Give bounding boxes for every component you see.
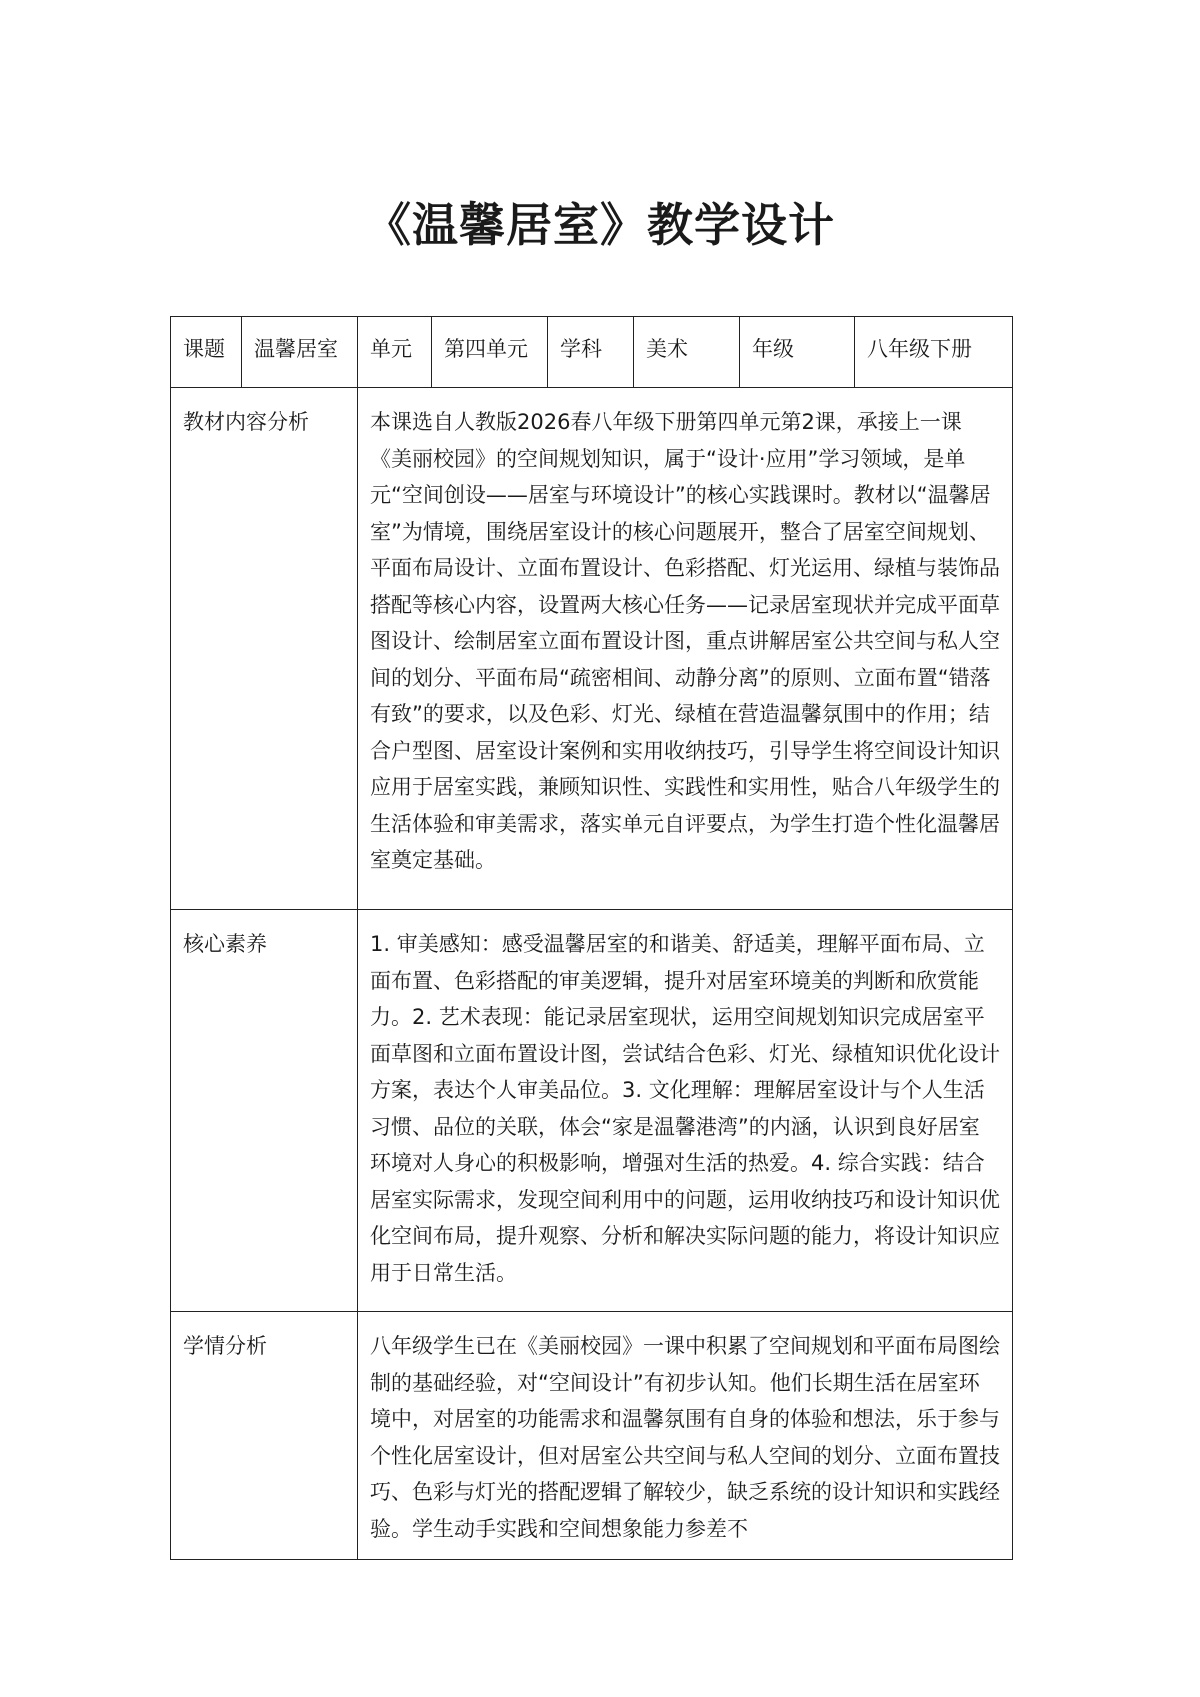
unit-value: 第四单元 — [432, 317, 548, 388]
topic-value: 温馨居室 — [242, 317, 358, 388]
core-literacy-label: 核心素养 — [171, 910, 358, 1312]
topic-label: 课题 — [171, 317, 242, 388]
material-analysis-row — [171, 388, 1013, 910]
lesson-plan-table — [170, 316, 1013, 1560]
learner-analysis-content: 八年级学生已在《美丽校园》一课中积累了空间规划和平面布局图绘制的基础经验，对“空间设计”有初步认知。他们长期生活在居室环境中，对居室的功能需求和温馨氛围有自身的体验和想法，乐于参与个性化居室设计，但对居室公共空间与私人空间的划分、立面布置技巧、色彩与灯光的搭配逻辑了解较少，缺乏系统的设计知识和实践经验。学生动手实践和空间想象能力参差不 — [358, 1312, 1013, 1560]
document-title: 《温馨居室》教学设计 — [365, 198, 835, 252]
grade-label: 年级 — [740, 317, 855, 388]
learner-analysis-label: 学情分析 — [171, 1312, 358, 1560]
core-literacy-content: 1. 审美感知：感受温馨居室的和谐美、舒适美，理解平面布局、立面布置、色彩搭配的审美逻辑，提升对居室环境美的判断和欣赏能力。2. 艺术表现：能记录居室现状，运用空间规划知识完成居室平面草图和立面布置设计图，尝试结合色彩、灯光、绿植知识优化设计方案，表达个人审美品位。3. 文化理解：理解居室设计与个人生活习惯、品位的关联，体会“家是温馨港湾”的内涵，认识到良好居室环境对人身心的积极影响，增强对生活的热爱。4. 综合实践：结合居室实际需求，发现空间利用中的问题，运用收纳技巧和设计知识优化空间布局，提升观察、分析和解决实际问题的能力，将设计知识应用于日常生活。 — [358, 910, 1013, 1312]
learner-analysis-row — [171, 1312, 1013, 1560]
core-literacy-row — [171, 910, 1013, 1312]
subject-label: 学科 — [548, 317, 634, 388]
material-analysis-label: 教材内容分析 — [171, 388, 358, 910]
unit-label: 单元 — [358, 317, 432, 388]
material-analysis-content: 本课选自人教版2026春八年级下册第四单元第2课，承接上一课《美丽校园》的空间规划知识，属于“设计·应用”学习领域，是单元“空间创设——居室与环境设计”的核心实践课时。教材以“温馨居室”为情境，围绕居室设计的核心问题展开，整合了居室空间规划、平面布局设计、立面布置设计、色彩搭配、灯光运用、绿植与装饰品搭配等核心内容，设置两大核心任务——记录居室现状并完成平面草图设计、绘制居室立面布置设计图，重点讲解居室公共空间与私人空间的划分、平面布局“疏密相间、动静分离”的原则、立面布置“错落有致”的要求，以及色彩、灯光、绿植在营造温馨氛围中的作用；结合户型图、居室设计案例和实用收纳技巧，引导学生将空间设计知识应用于居室实践，兼顾知识性、实践性和实用性，贴合八年级学生的生活体验和审美需求，落实单元自评要点，为学生打造个性化温馨居室奠定基础。 — [358, 388, 1013, 910]
header-row — [171, 317, 1013, 388]
subject-value: 美术 — [634, 317, 740, 388]
grade-value: 八年级下册 — [855, 317, 1013, 388]
